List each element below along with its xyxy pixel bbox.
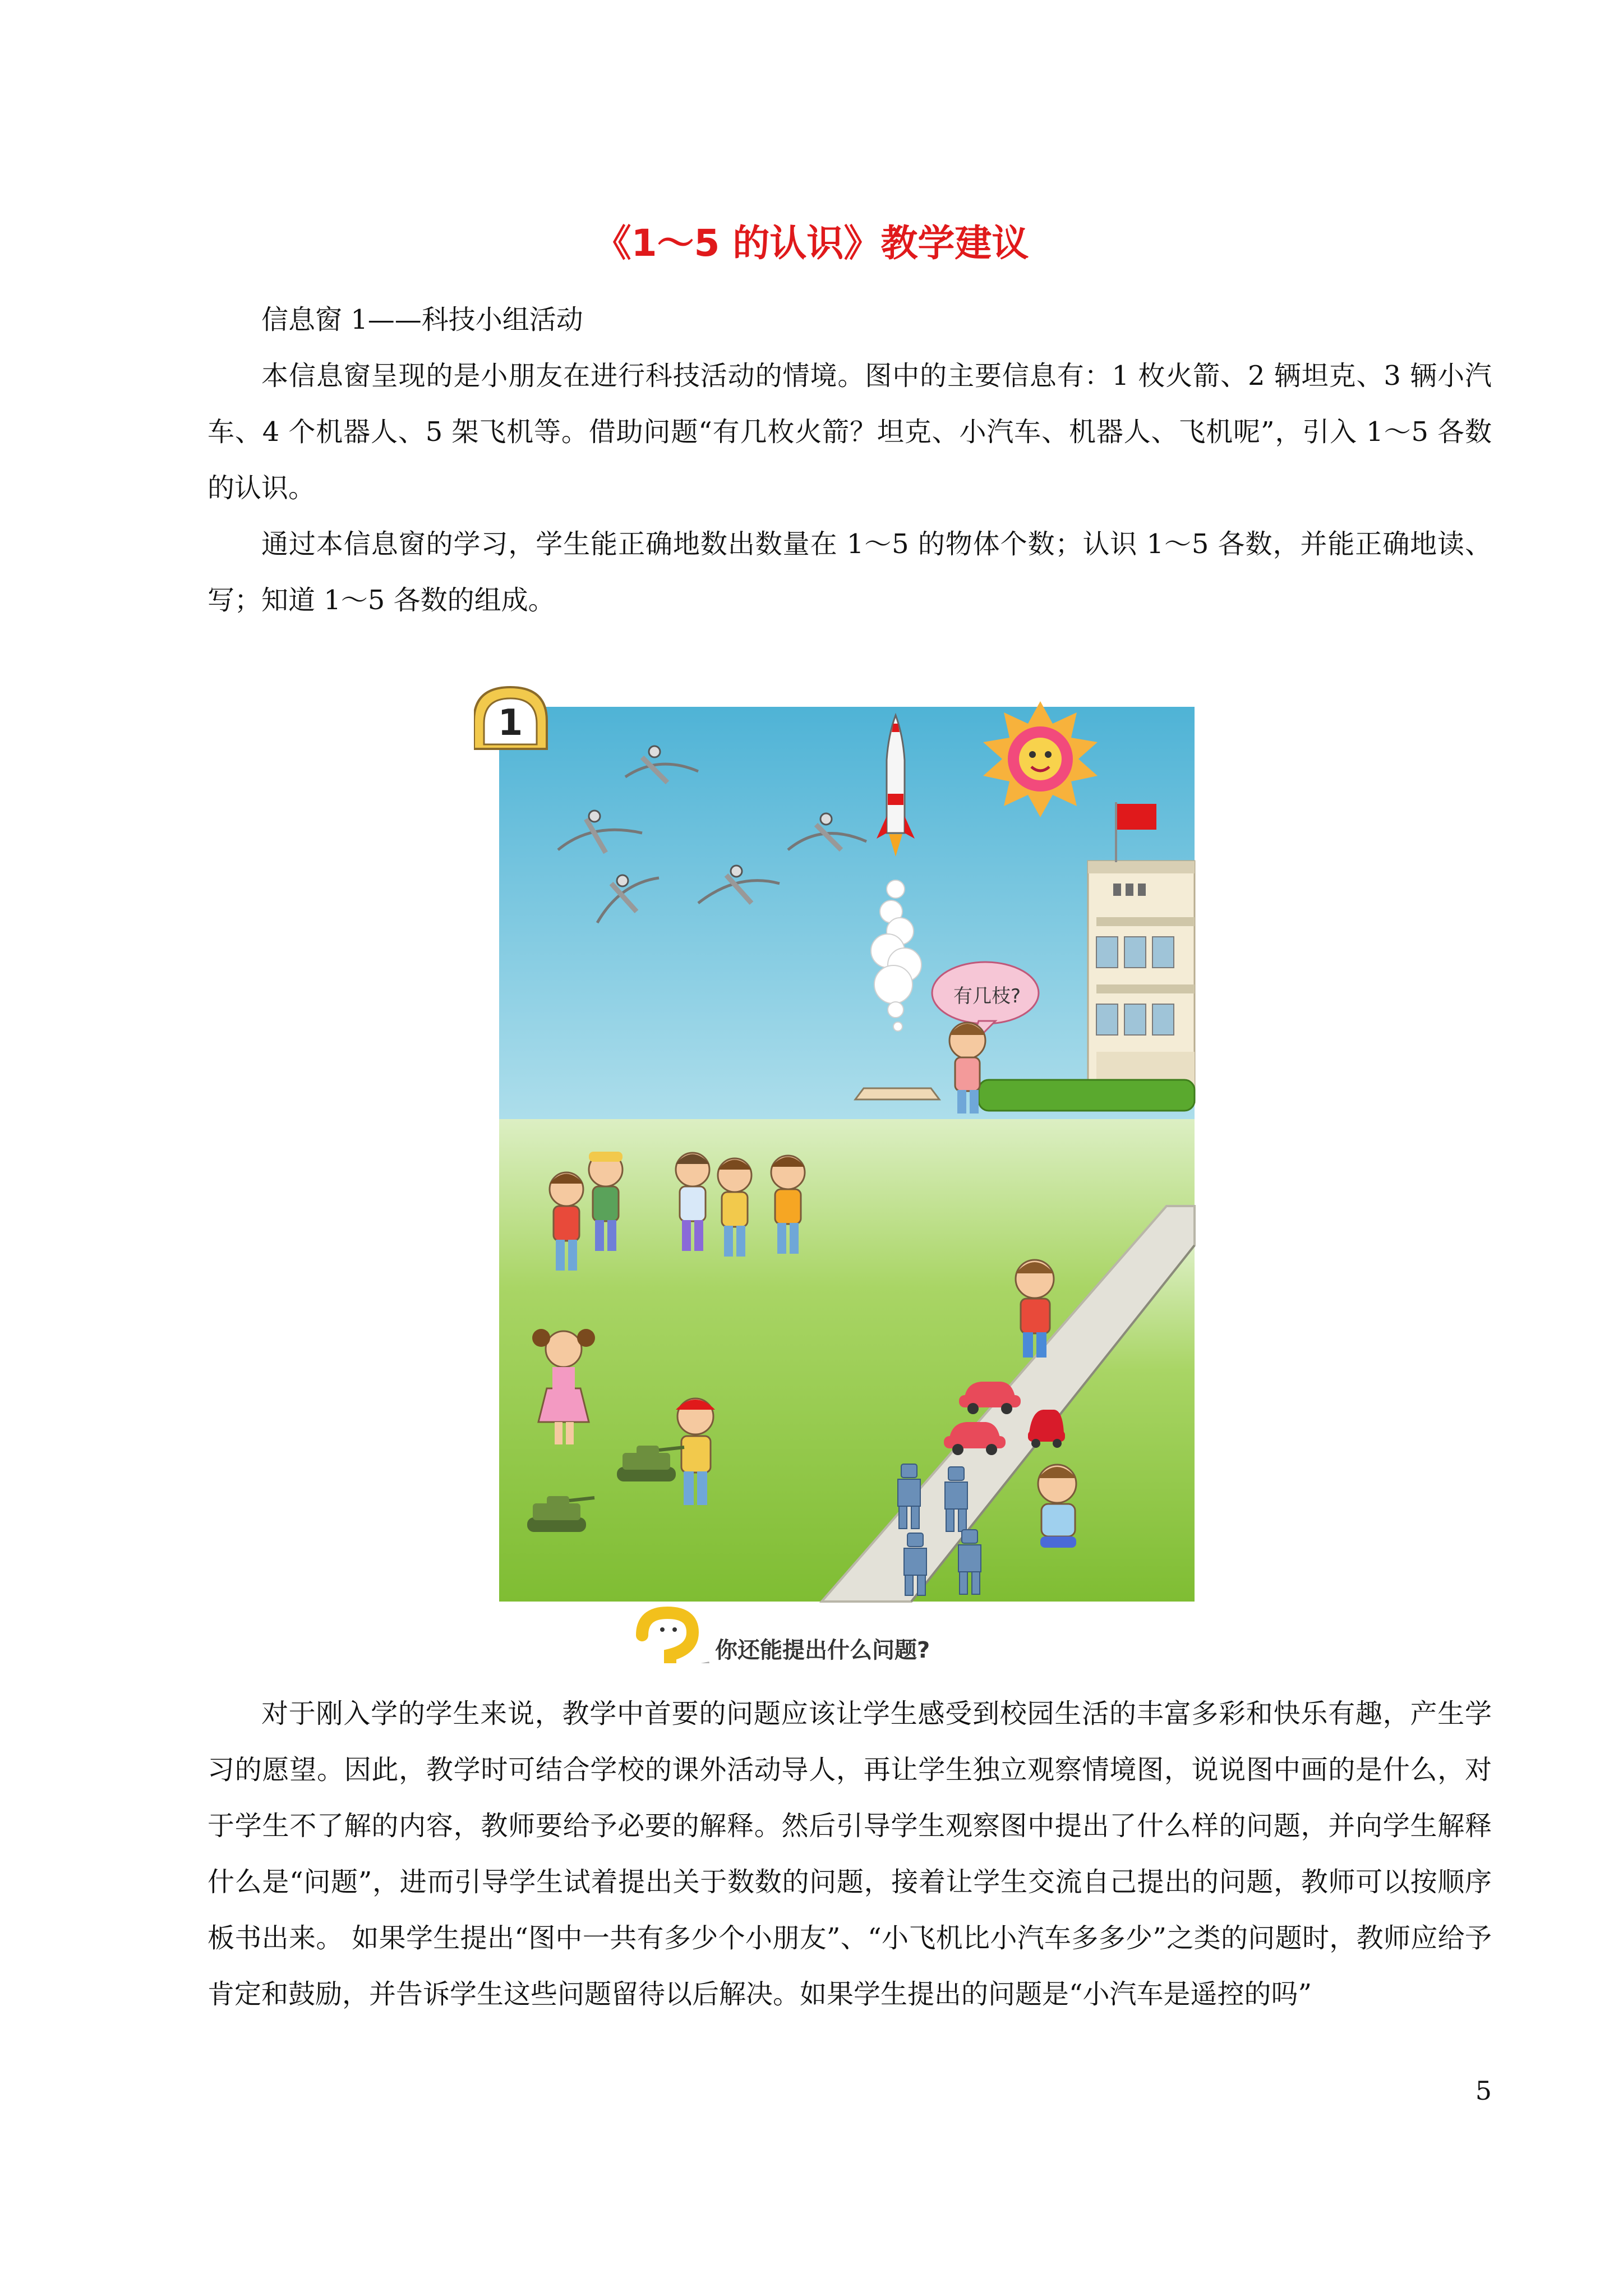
question-prompt: 你还能提出什么问题? xyxy=(715,1637,930,1663)
hedge xyxy=(979,1080,1195,1111)
page-number: 5 xyxy=(1475,2076,1492,2106)
paragraph-2: 通过本信息窗的学习，学生能正确地数出数量在 1～5 的物体个数；认识 1～5 各数，并能正确地读、写；知道 1～5 各数的组成。 xyxy=(208,528,1492,616)
speech-text: 有几枝? xyxy=(953,985,1021,1007)
question-mark-icon xyxy=(642,1613,709,1663)
illustration-figure xyxy=(474,682,1220,1663)
window-number: 1 xyxy=(497,702,523,744)
launch-pad xyxy=(855,1088,939,1099)
school-building xyxy=(1088,861,1195,1102)
child-figure xyxy=(1038,1465,1076,1548)
illustration-svg xyxy=(474,682,1220,1663)
document-title: 《1～5 的认识》教学建议 xyxy=(594,222,1029,265)
paragraph-3: 对于刚入学的学生来说，教学中首要的问题应该让学生感受到校园生活的丰富多彩和快乐有趣，产生学习的愿望。因此，教学时可结合学校的课外活动导人，再让学生独立观察情境图，说说图中画的是什么，对于学生不了解的内容，教师要给予必要的解释。然后引导学生观察图中提出了什么样的问题，并向学生解释什么是“问题”，进而引导学生试着提出关于数数的问题，接着让学生交流自己提出的问题，教师可以按顺序板书出来。 如果学生提出“图中一共有多少个小朋友”、“小飞机比小汽车多多少”之类的问题时，教师应给予肯定和鼓励，并告诉学生这些问题留待以后解决。如果学生提出的问题是“小汽车是遥控的吗” xyxy=(208,1698,1492,2010)
paragraph-1: 本信息窗呈现的是小朋友在进行科技活动的情境。图中的主要信息有：1 枚火箭、2 辆坦克、3 辆小汽车、4 个机器人、5 架飞机等。借助问题“有几枚火箭？坦克、小汽车、机器人、飞机呢”，引入 1～5 各数的认识。 xyxy=(208,360,1492,504)
section-subtitle: 信息窗 1——科技小组活动 xyxy=(261,304,583,335)
